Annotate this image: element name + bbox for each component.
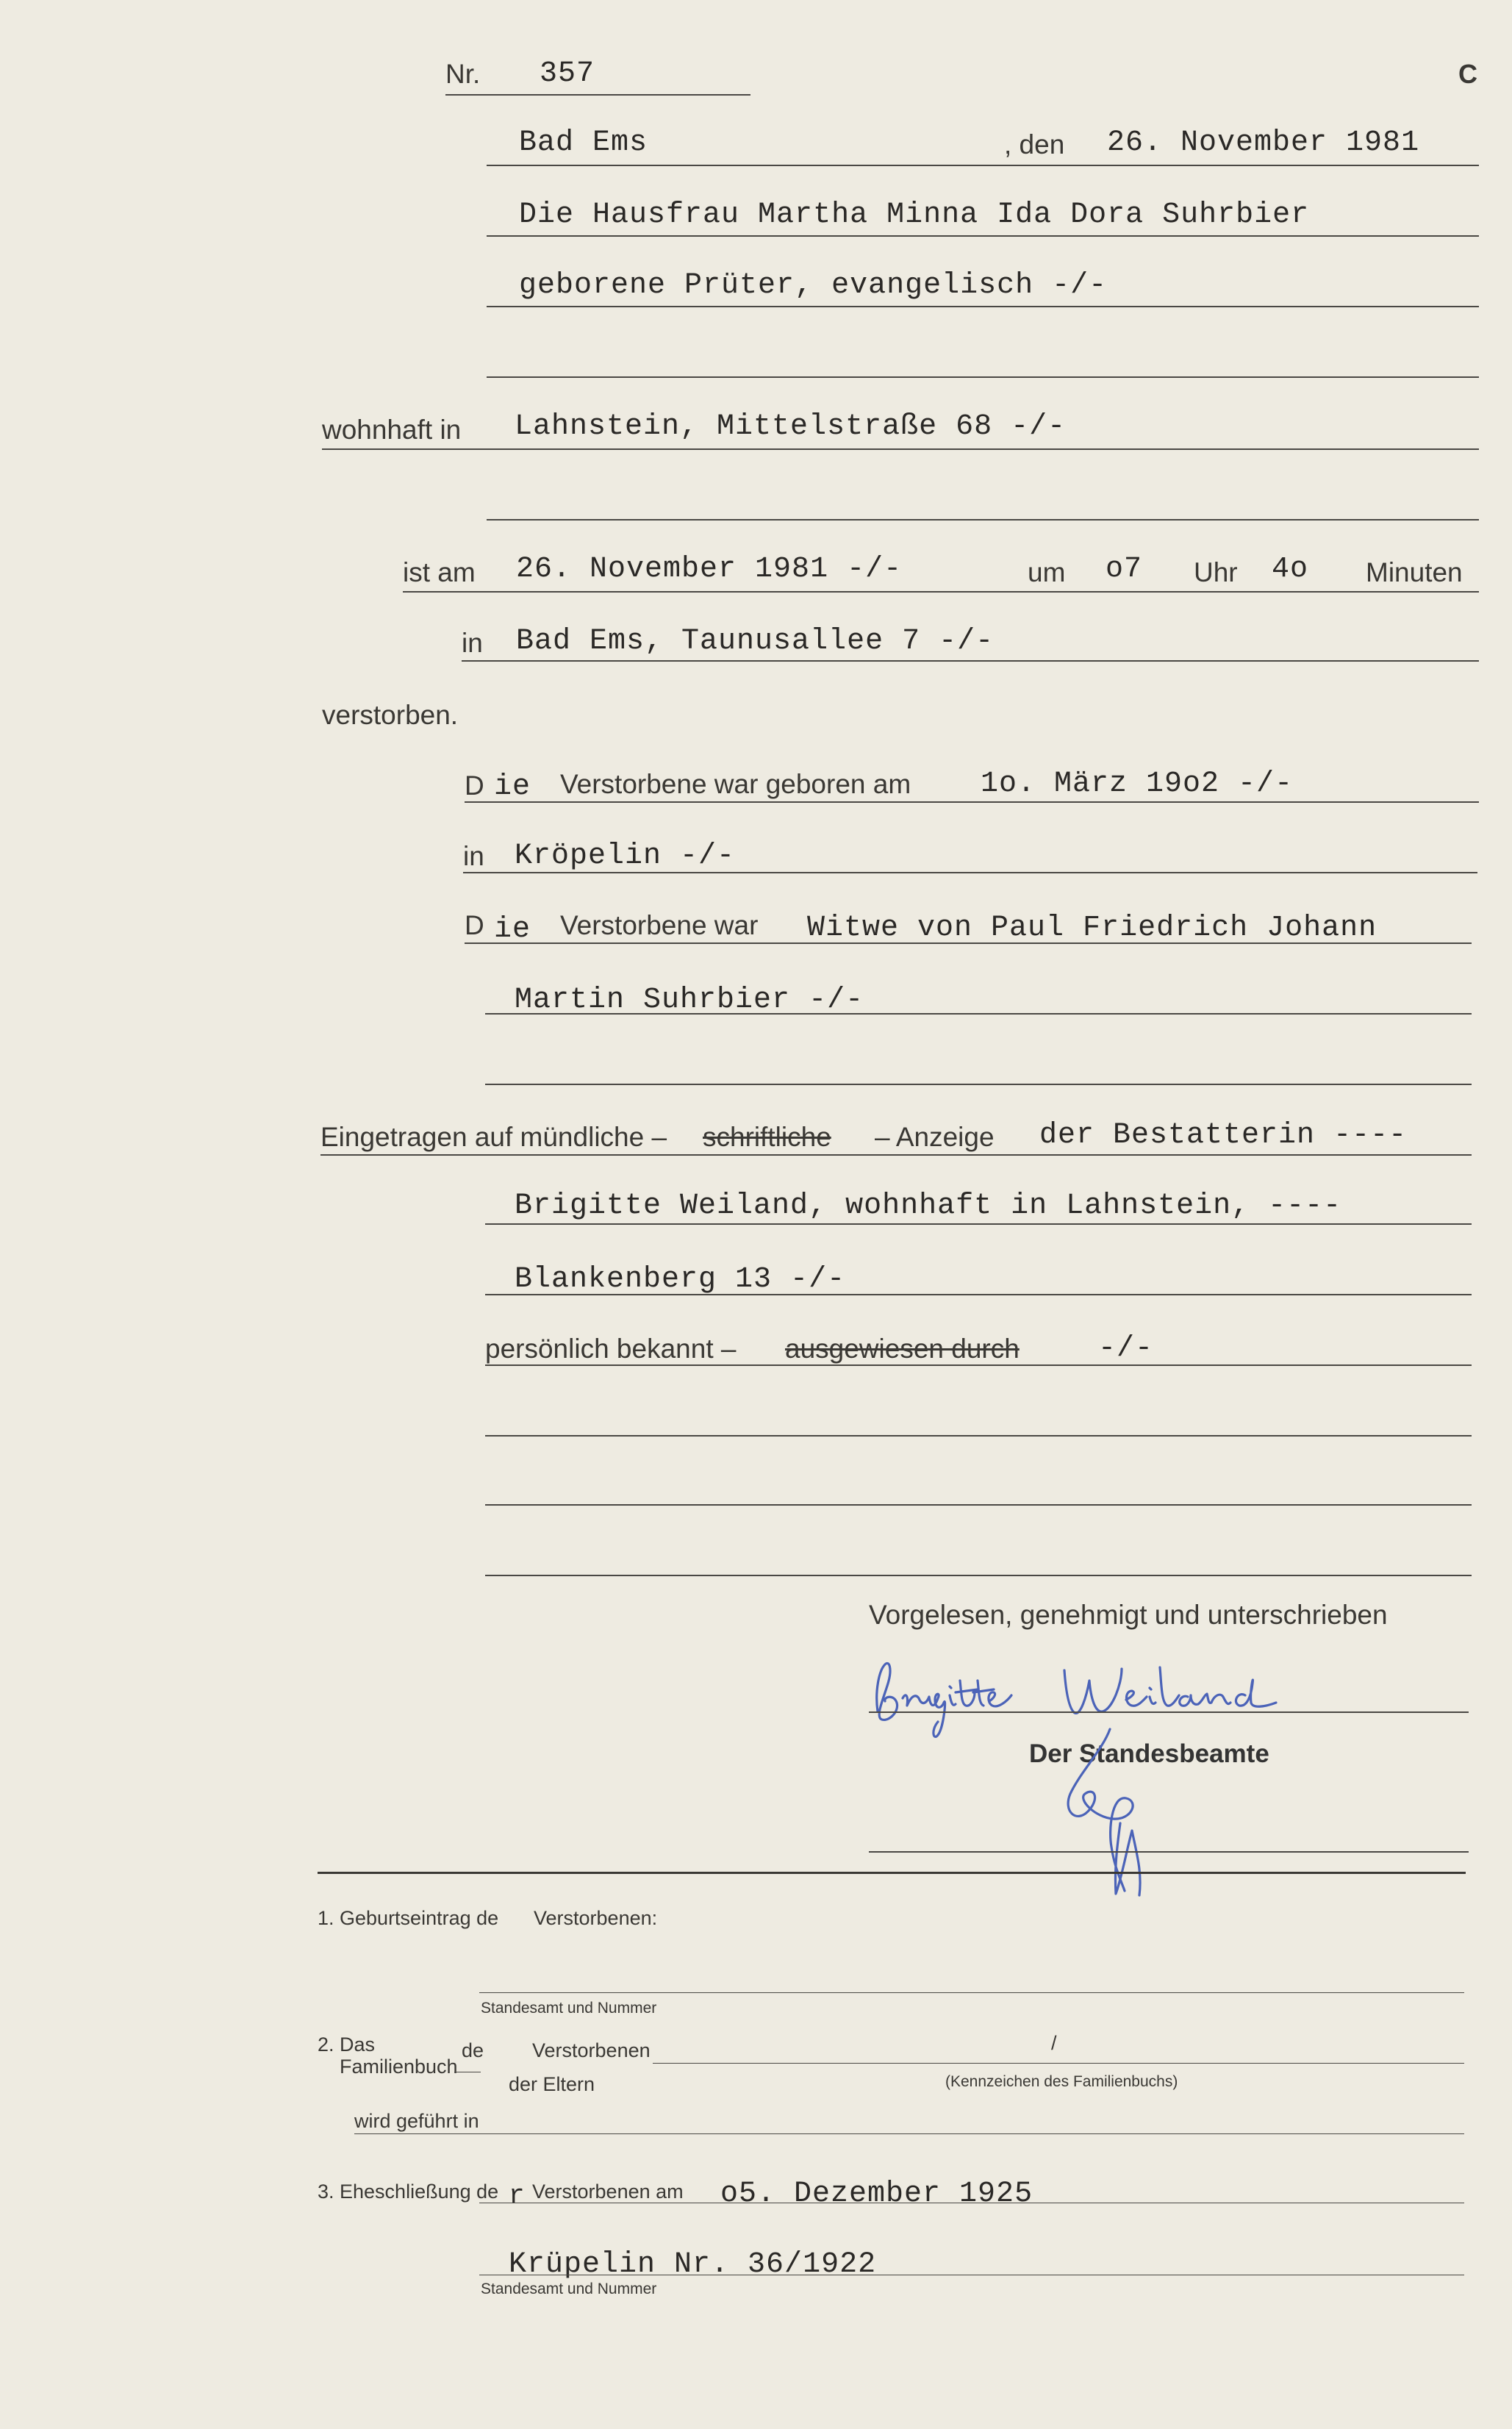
registration-label-suffix: – Anzeige — [875, 1122, 995, 1152]
register-number: 357 — [540, 57, 595, 90]
place-of-registration: Bad Ems — [519, 126, 648, 160]
known-value: -/- — [1098, 1332, 1154, 1365]
official-label: Der Standesbeamte — [1029, 1739, 1269, 1768]
footer-standesamt-nummer-2: Standesamt und Nummer — [481, 2280, 657, 2297]
residence-value: Lahnstein, Mittelstraße 68 -/- — [515, 410, 1067, 443]
footer-item1-label: 1. Geburtseintrag de — [318, 1907, 499, 1929]
registration-line-2 — [485, 1223, 1472, 1225]
death-date: 26. November 1981 -/- — [516, 553, 903, 586]
footer-separator — [318, 1872, 1466, 1874]
footer-item2-de: de — [462, 2039, 484, 2061]
known-struck: ausgewiesen durch — [785, 1334, 1020, 1364]
birth-place-line — [463, 872, 1477, 873]
death-hour: o7 — [1106, 553, 1143, 586]
birth-date-line — [465, 801, 1479, 803]
signature-line-1 — [869, 1711, 1469, 1713]
residence-line-2 — [487, 519, 1479, 520]
verstorben-label: verstorben. — [322, 700, 459, 730]
footer-kennzeichen: (Kennzeichen des Familienbuchs) — [945, 2073, 1178, 2090]
footer-item1-word: Verstorbenen: — [534, 1907, 658, 1929]
registration-line-1 — [320, 1154, 1472, 1156]
registration-label-prefix: Eingetragen auf mündliche – — [320, 1122, 667, 1152]
status-line-1 — [465, 942, 1472, 944]
den-label: , den — [1004, 129, 1065, 160]
deceased-line-2 — [487, 306, 1479, 307]
nr-underline — [445, 94, 750, 96]
uhr-label: Uhr — [1194, 557, 1238, 587]
registration-date: 26. November 1981 — [1107, 126, 1420, 160]
registration-line-3 — [485, 1294, 1472, 1295]
birth-label: Verstorbene war geboren am — [560, 769, 911, 799]
status-label: Verstorbene war — [560, 910, 759, 940]
registration-value-2: Brigitte Weiland, wohnhaft in Lahnstein, ---- — [515, 1190, 1342, 1223]
ist-am-label: ist am — [403, 557, 476, 587]
registration-value-1: der Bestatterin ---- — [1039, 1119, 1408, 1152]
death-minutes: 4o — [1272, 553, 1309, 586]
blank-line-3 — [485, 1575, 1472, 1576]
um-label: um — [1028, 557, 1066, 587]
footer-item1-line — [479, 1992, 1464, 1993]
place-date-line — [487, 165, 1479, 166]
footer-item2-line-2 — [354, 2133, 1464, 2134]
deceased-line-1 — [487, 235, 1479, 237]
footer-item2-label: Familienbuch — [340, 2056, 458, 2078]
status-d-prefix: D — [465, 910, 484, 940]
death-date-line — [403, 591, 1479, 593]
footer-item3-label: 3. Eheschließung de — [318, 2181, 499, 2203]
signature-standesbeamter — [1044, 1720, 1169, 1904]
nr-label: Nr. — [445, 59, 481, 89]
birth-date: 1o. März 19o2 -/- — [981, 768, 1294, 801]
birth-in-label: in — [463, 841, 484, 871]
status-value-1: Witwe von Paul Friedrich Johann — [807, 912, 1377, 945]
footer-item3-r: r — [509, 2181, 526, 2211]
blank-line-2 — [485, 1504, 1472, 1506]
footer-item2-line — [653, 2063, 1464, 2064]
corner-letter: C — [1458, 59, 1477, 89]
minuten-label: Minuten — [1366, 557, 1463, 587]
footer-item2-verstorbenen: Verstorbenen — [532, 2039, 651, 2061]
marriage-registry: Krüpelin Nr. 36/1922 — [509, 2248, 877, 2281]
blank-line-1 — [485, 1435, 1472, 1437]
birth-place: Kröpelin -/- — [515, 840, 736, 873]
status-line-3 — [485, 1084, 1472, 1085]
known-line — [485, 1364, 1472, 1366]
registration-struck-word: schriftliche — [703, 1122, 831, 1152]
footer-item2-slash: / — [1051, 2032, 1057, 2054]
footer-item3-am: Verstorbenen am — [532, 2181, 684, 2203]
footer-item2-eltern: der Eltern — [509, 2073, 595, 2095]
registration-value-3: Blankenberg 13 -/- — [515, 1263, 846, 1296]
status-value-2: Martin Suhrbier -/- — [515, 984, 864, 1017]
deceased-name: Die Hausfrau Martha Minna Ida Dora Suhrbier — [519, 198, 1310, 232]
marriage-date: o5. Dezember 1925 — [720, 2178, 1033, 2211]
death-place-line — [462, 660, 1479, 662]
residence-line — [322, 448, 1479, 450]
birth-d-prefix: D — [465, 770, 484, 801]
deceased-line-3 — [487, 376, 1479, 378]
death-place: Bad Ems, Taunusallee 7 -/- — [516, 625, 995, 658]
known-label: persönlich bekannt – — [485, 1334, 737, 1364]
death-in-label: in — [462, 628, 483, 658]
residence-label: wohnhaft in — [322, 415, 462, 445]
status-ie-insert: ie — [494, 913, 531, 946]
birth-ie-insert: ie — [494, 770, 531, 804]
footer-item2-gefuehrt: wird geführt in — [354, 2110, 479, 2132]
deceased-birthname: geborene Prüter, evangelisch -/- — [519, 269, 1108, 302]
read-approved-label: Vorgelesen, genehmigt und unterschrieben — [869, 1600, 1388, 1630]
status-line-2 — [485, 1013, 1472, 1015]
footer-item2-num: 2. Das — [318, 2033, 376, 2056]
footer-standesamt-nummer-1: Standesamt und Nummer — [481, 2000, 657, 2017]
signature-line-2 — [869, 1851, 1469, 1853]
